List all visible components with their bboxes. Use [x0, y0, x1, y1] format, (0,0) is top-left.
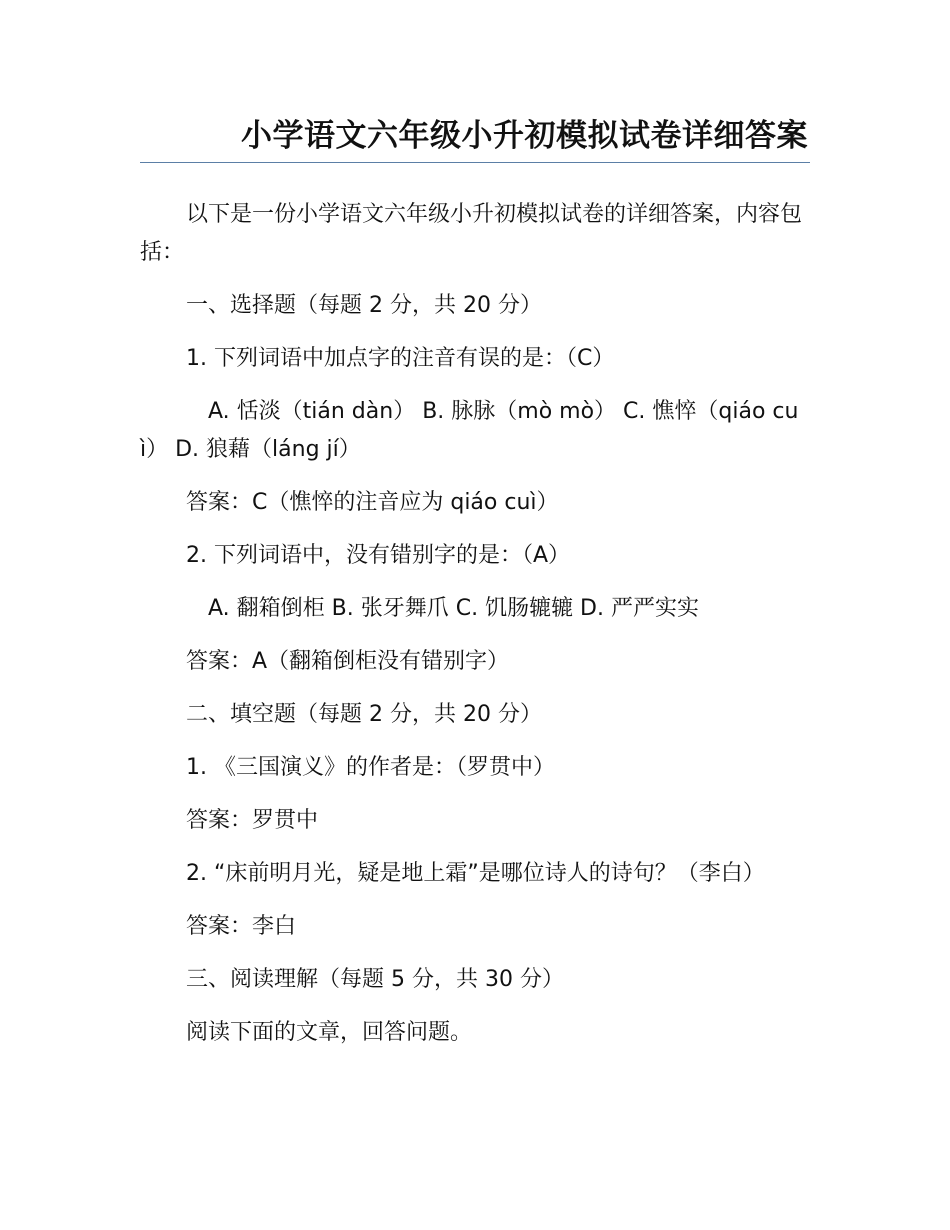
question-1: 1. 下列词语中加点字的注音有误的是：（C） [186, 346, 615, 371]
fill-answer-2: 答案：李白 [186, 914, 297, 939]
intro-paragraph: 以下是一份小学语文六年级小升初模拟试卷的详细答案，内容包括： [140, 202, 803, 265]
document-body [140, 196, 810, 1067]
fill-question-2: 2. “床前明月光，疑是地上霜”是哪位诗人的诗句？（李白） [186, 861, 765, 886]
fill-question-1: 1. 《三国演义》的作者是：（罗贯中） [186, 755, 555, 780]
question-2: 2. 下列词语中，没有错别字的是：（A） [186, 543, 571, 568]
question-2-options: A. 翻箱倒柜 B. 张牙舞爪 C. 饥肠辘辘 D. 严严实实 [208, 596, 699, 621]
answer-1: 答案：C（憔悴的注音应为 qiáo cuì） [186, 490, 559, 515]
answer-2: 答案：A（翻箱倒柜没有错别字） [186, 649, 510, 674]
section-heading-fill: 二、填空题（每题 2 分，共 20 分） [186, 702, 542, 727]
title-underline [140, 162, 810, 163]
question-1-options: A. 恬淡（tián dàn） B. 脉脉（mò mò） C. 憔悴（qiáo cuì） D. 狼藉（láng jí） [140, 399, 799, 462]
section-heading-choice: 一、选择题（每题 2 分，共 20 分） [186, 293, 542, 318]
document-title: 小学语文六年级小升初模拟试卷详细答案 [241, 118, 808, 154]
section-heading-reading: 三、阅读理解（每题 5 分，共 30 分） [186, 967, 564, 992]
reading-instruction: 阅读下面的文章，回答问题。 [186, 1020, 473, 1045]
fill-answer-1: 答案：罗贯中 [186, 808, 319, 833]
